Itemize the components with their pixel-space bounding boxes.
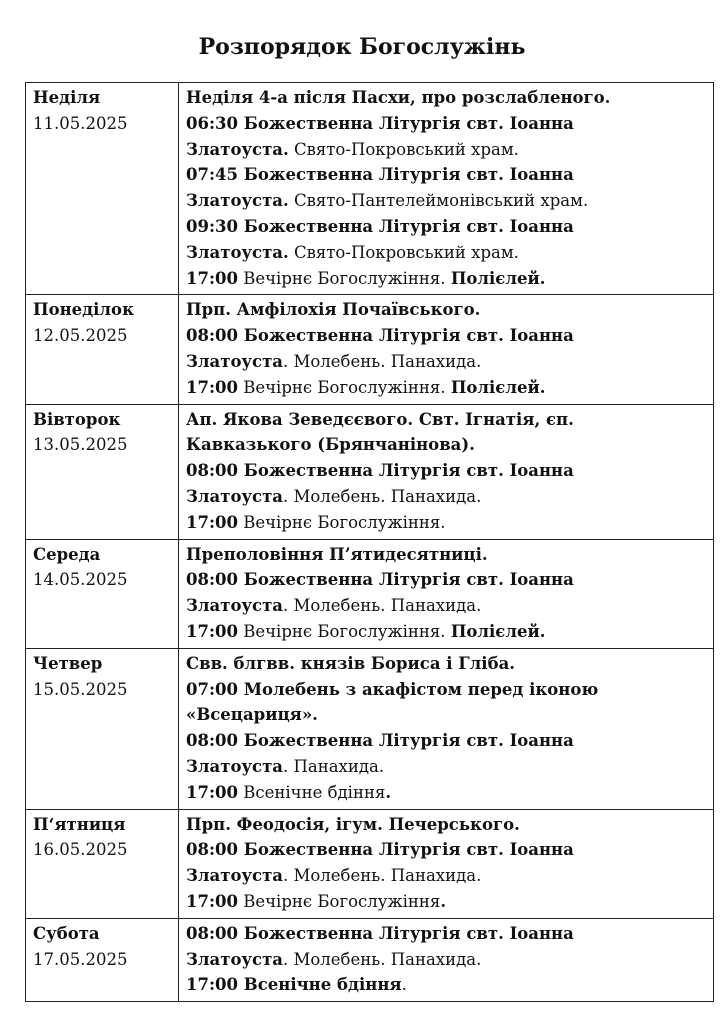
service-text-bold: Златоуста.: [186, 191, 289, 211]
service-text: Вечірнє Богослужіння.: [238, 268, 451, 288]
service-line: [186, 214, 707, 240]
day-date: 15.05.2025: [33, 679, 128, 699]
service-line: [186, 240, 707, 266]
service-line: [186, 972, 707, 998]
service-line: [186, 111, 707, 137]
schedule-row: [26, 539, 714, 648]
day-cell: [26, 918, 179, 1001]
service-line: [186, 266, 707, 292]
service-text-bold: 17:00: [186, 268, 239, 288]
service-text-bold: 08:00 Божественна Літургія свт. Іоанна: [186, 731, 574, 751]
day-date: 14.05.2025: [33, 570, 128, 590]
service-line: [186, 593, 707, 619]
service-text-bold: 17:00: [186, 377, 239, 397]
services-cell: [179, 295, 714, 404]
service-text-bold: Свв. блгвв. князів Бориса і Гліба.: [186, 653, 516, 673]
service-text: . Молебень. Панахида.: [282, 351, 482, 371]
service-line: [186, 921, 707, 947]
service-text-bold: Прп. Феодосія, ігум. Печерського.: [186, 814, 520, 834]
service-line: [186, 137, 707, 163]
page-title: Розпорядок Богослужінь: [198, 34, 526, 60]
service-text-bold: Златоуста: [186, 866, 283, 886]
schedule-table: [25, 82, 714, 1002]
day-name: Середа: [33, 544, 101, 564]
day-cell: [26, 648, 179, 809]
service-text: . Молебень. Панахида.: [282, 949, 482, 969]
service-line: [186, 458, 707, 484]
service-text-bold: 17:00: [186, 891, 239, 911]
service-text-bold: 17:00: [186, 512, 239, 532]
service-text-bold: 07:00 Молебень з акафістом перед іконою: [186, 679, 599, 699]
service-line: [186, 407, 707, 433]
service-line: [186, 837, 707, 863]
service-text-bold: 09:30 Божественна Літургія свт. Іоанна: [186, 216, 574, 236]
service-text-bold: Преполовіння П’ятидесятниці.: [186, 544, 488, 564]
day-name: П‘ятниця: [33, 814, 126, 834]
service-line: [186, 651, 707, 677]
service-text-bold: Неділя 4-а після Пасхи, про розслабленого.: [186, 88, 611, 107]
service-text: Свято-Покровський храм.: [288, 242, 519, 262]
service-text-bold: .: [440, 891, 447, 911]
service-text: Вечірнє Богослужіння: [238, 891, 441, 911]
services-cell: [179, 918, 714, 1001]
service-text-bold: Златоуста: [186, 756, 283, 776]
service-text: Вечірнє Богослужіння.: [238, 377, 451, 397]
service-text-bold: «Всецариця».: [186, 705, 318, 725]
service-line: [186, 677, 707, 703]
services-cell: [179, 83, 714, 295]
service-line: [186, 567, 707, 593]
day-name: Понеділок: [33, 300, 134, 320]
service-line: [186, 863, 707, 889]
service-text-bold: 17:00: [186, 621, 239, 641]
day-date: 13.05.2025: [33, 435, 128, 455]
service-line: [186, 85, 707, 111]
service-line: [186, 754, 707, 780]
service-text-bold: Ап. Якова Зеведєєвого. Свт. Ігнатія, єп.: [186, 409, 574, 429]
services-cell: [179, 539, 714, 648]
service-line: [186, 323, 707, 349]
service-line: [186, 188, 707, 214]
schedule-row: [26, 809, 714, 918]
service-text: .: [401, 975, 407, 995]
schedule-body: [26, 83, 714, 1002]
service-text-bold: Златоуста: [186, 486, 283, 506]
service-text-bold: 08:00 Божественна Літургія свт. Іоанна: [186, 840, 574, 860]
service-text: . Панахида.: [282, 756, 385, 776]
service-line: [186, 349, 707, 375]
day-name: Четвер: [33, 653, 103, 673]
service-line: [186, 432, 707, 458]
service-line: [186, 297, 707, 323]
service-text-bold: Златоуста.: [186, 242, 289, 262]
service-line: [186, 780, 707, 806]
service-text-bold: Прп. Амфілохія Почаївського.: [186, 300, 481, 320]
service-text: . Молебень. Панахида.: [282, 866, 482, 886]
service-text-bold: 08:00 Божественна Літургія свт. Іоанна: [186, 326, 574, 346]
service-text: Всенічне бдіння: [238, 782, 386, 802]
day-cell: [26, 295, 179, 404]
service-text-bold: Кавказького (Брянчанінова).: [186, 435, 475, 455]
services-cell: [179, 404, 714, 539]
service-text: Вечірнє Богослужіння.: [238, 621, 451, 641]
service-line: [186, 510, 707, 536]
day-date: 16.05.2025: [33, 840, 128, 860]
service-line: [186, 375, 707, 401]
service-text: Вечірнє Богослужіння.: [238, 512, 446, 532]
service-text-bold: Полієлей.: [450, 268, 546, 288]
service-line: [186, 542, 707, 568]
day-date: 11.05.2025: [33, 113, 128, 133]
service-text: Свято-Пантелеймонівський храм.: [288, 191, 589, 211]
schedule-row: [26, 404, 714, 539]
service-text-bold: Златоуста: [186, 351, 283, 371]
day-name: Неділя: [33, 88, 101, 107]
service-text: Свято-Покровський храм.: [288, 139, 519, 159]
schedule-row: [26, 648, 714, 809]
day-cell: [26, 809, 179, 918]
day-cell: [26, 83, 179, 295]
schedule-row: [26, 295, 714, 404]
service-text-bold: 08:00 Божественна Літургія свт. Іоанна: [186, 923, 574, 943]
service-text-bold: Полієлей.: [450, 377, 546, 397]
service-line: [186, 162, 707, 188]
service-line: [186, 619, 707, 645]
service-text-bold: 07:45 Божественна Літургія свт. Іоанна: [186, 165, 574, 185]
service-text-bold: 17:00 Всенічне бдіння: [186, 975, 402, 995]
schedule-row: [26, 83, 714, 295]
day-name: Вівторок: [33, 409, 121, 429]
service-text-bold: 08:00 Божественна Літургія свт. Іоанна: [186, 570, 574, 590]
day-name: Субота: [33, 923, 100, 943]
day-cell: [26, 404, 179, 539]
service-text-bold: Златоуста.: [186, 139, 289, 159]
service-line: [186, 702, 707, 728]
service-text-bold: 06:30 Божественна Літургія свт. Іоанна: [186, 113, 574, 133]
day-cell: [26, 539, 179, 648]
service-line: [186, 484, 707, 510]
services-cell: [179, 648, 714, 809]
service-text: . Молебень. Панахида.: [282, 596, 482, 616]
day-date: 12.05.2025: [33, 326, 128, 346]
service-line: [186, 728, 707, 754]
service-text-bold: 08:00 Божественна Літургія свт. Іоанна: [186, 461, 574, 481]
services-cell: [179, 809, 714, 918]
service-line: [186, 889, 707, 915]
schedule-row: [26, 918, 714, 1001]
service-text-bold: Полієлей.: [450, 621, 546, 641]
service-line: [186, 812, 707, 838]
service-text: . Молебень. Панахида.: [282, 486, 482, 506]
day-date: 17.05.2025: [33, 949, 128, 969]
service-text-bold: Златоуста: [186, 596, 283, 616]
service-line: [186, 947, 707, 973]
service-text-bold: .: [385, 782, 392, 802]
service-text-bold: Златоуста: [186, 949, 283, 969]
service-text-bold: 17:00: [186, 782, 239, 802]
